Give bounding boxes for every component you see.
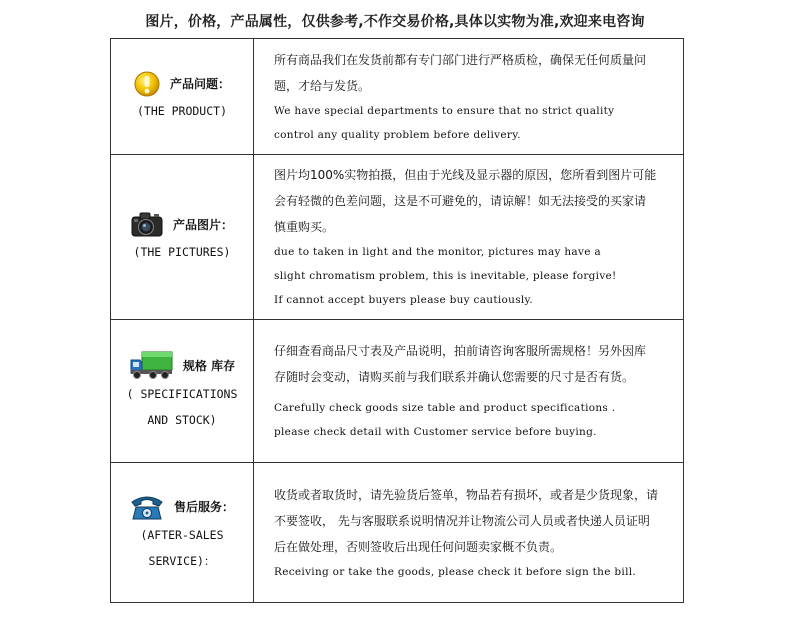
table-row [111, 463, 684, 603]
camera-icon [131, 210, 163, 238]
label-cell-specifications [111, 320, 254, 463]
content-cell-pictures [254, 155, 684, 320]
row-label-en: (THE PRODUCT) [136, 103, 227, 118]
cn-line: 所有商品我们在发货前都有专门部门进行严格质检，确保无任何质量问 [274, 52, 647, 67]
cn-line: 题，才给与发货。 [274, 78, 371, 93]
en-line: If cannot accept buyers please buy cautiously. [274, 294, 534, 306]
row-label-cn: 售后服务： [173, 500, 234, 514]
cn-line: 会有轻微的色差问题，这是不可避免的，请谅解！如无法接受的买家请 [274, 194, 647, 208]
en-line: Receiving or take the goods, please check it before sign the bill. [274, 565, 637, 578]
row-label-cn: 产品问题： [169, 77, 230, 91]
content-cell-after-sales [254, 463, 684, 603]
exclamation-icon [134, 71, 160, 97]
row-label-en: AND STOCK) [147, 413, 217, 427]
content-cell-product [254, 39, 684, 155]
label-cell-after-sales [111, 463, 254, 603]
cn-line: 慎重购买。 [274, 220, 335, 234]
en-line: please check detail with Customer service before buying. [274, 426, 597, 438]
notice-table [110, 38, 684, 603]
row-label-en: (AFTER-SALES [140, 527, 224, 542]
phone-icon [130, 493, 164, 521]
page-title: 图片，价格，产品属性，仅供参考,不作交易价格,具体以实物为准,欢迎来电咨询 [145, 14, 645, 30]
row-label-en: (THE PICTURES) [133, 245, 231, 259]
label-cell-pictures [111, 155, 254, 320]
cn-line: 图片均100%实物拍摄，但由于光线及显示器的原因，您所看到图片可能 [274, 168, 657, 182]
row-label-cn: 产品图片： [172, 217, 233, 232]
en-line: due to taken in light and the monitor, pictures may have a [274, 246, 601, 258]
en-line: control any quality problem before delivery. [274, 128, 521, 141]
row-label-cn: 规格 库存 [182, 358, 236, 373]
en-line: Carefully check goods size table and product specifications . [274, 402, 616, 414]
cn-line: 后在做处理，否则签收后出现任何问题卖家概不负责。 [274, 539, 563, 554]
table-row [111, 320, 684, 463]
cn-line: 不要签收， 先与客服联系说明情况并让物流公司人员或者快递人员证明 [274, 513, 650, 528]
table-row [111, 39, 684, 155]
en-line: slight chromatism problem, this is inevitable, please forgive! [274, 270, 617, 282]
label-cell-product [111, 39, 254, 155]
table-row [111, 155, 684, 320]
truck-icon [129, 350, 173, 380]
cn-line: 收货或者取货时，请先验货后签单，物品若有损坏，或者是少货现象，请 [274, 487, 659, 502]
cn-line: 仔细查看商品尺寸表及产品说明，拍前请咨询客服所需规格！另外因库 [274, 344, 647, 358]
cn-line: 存随时会变动，请购买前与我们联系并确认您需要的尺寸是否有货。 [274, 370, 635, 384]
row-label-en: SERVICE)： [148, 553, 216, 568]
en-line: We have special departments to ensure that no strict quality [274, 104, 615, 117]
row-label-en: ( SPECIFICATIONS [126, 387, 238, 401]
content-cell-specifications [254, 320, 684, 463]
